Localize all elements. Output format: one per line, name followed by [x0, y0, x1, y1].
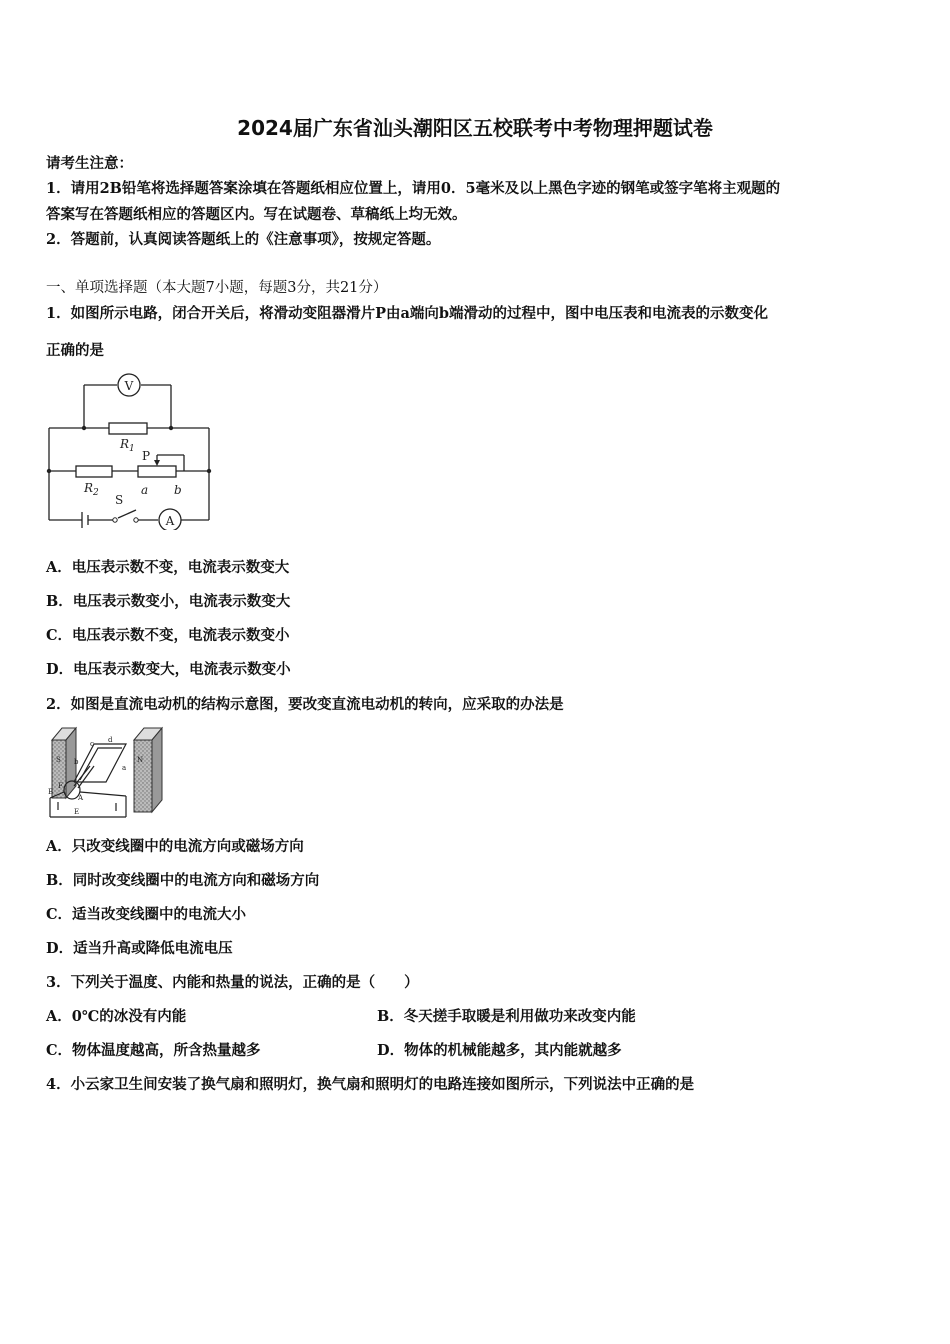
- ammeter-label: A: [165, 514, 175, 528]
- switch-label: S: [115, 493, 124, 507]
- q1-option-c: C．电压表示数不变，电流表示数变小: [46, 627, 290, 644]
- notice-item-2: 2．答题前，认真阅读答题纸上的《注意事项》，按规定答题。: [46, 231, 441, 248]
- q1-stem-cont: 正确的是: [46, 342, 104, 359]
- motor-n-label: N: [137, 756, 144, 764]
- svg-text:A: A: [78, 794, 84, 802]
- q3-option-a: A．0℃的冰没有内能: [46, 1008, 187, 1025]
- rheostat-end-b: b: [174, 483, 182, 497]
- q1-option-b: B．电压表示数变小，电流表示数变大: [46, 593, 291, 610]
- svg-text:R1: $R_1$: [120, 437, 135, 454]
- voltmeter-label: V: [124, 379, 134, 393]
- svg-text:R2: $R_2$: [84, 481, 99, 498]
- svg-text:b: b: [74, 758, 79, 766]
- svg-text:d: d: [108, 736, 113, 744]
- notice-item-1-cont: 答案写在答题纸相应的答题区内。写在试题卷、草稿纸上均无效。: [46, 206, 467, 223]
- section-heading: 一、单项选择题（本大题7小题，每题3分，共21分）: [46, 280, 388, 296]
- q2-motor-diagram: [46, 722, 168, 822]
- svg-text:a: a: [122, 764, 127, 772]
- q2-option-a: A．只改变线圈中的电流方向或磁场方向: [46, 838, 304, 855]
- q2-option-d: D．适当升高或降低电流电压: [46, 940, 233, 957]
- notice-item-1: 1．请用2B铅笔将选择题答案涂填在答题纸相应位置上，请用0．5毫米及以上黑色字迹的钢笔或签字笔将主观题的: [46, 180, 781, 197]
- svg-text:E: E: [74, 808, 80, 816]
- q1-option-d: D．电压表示数变大，电流表示数变小: [46, 661, 291, 678]
- notice-heading: 请考生注意：: [46, 155, 133, 172]
- slider-label: P: [142, 449, 151, 463]
- svg-text:c: c: [90, 740, 94, 748]
- q1-stem: 1．如图所示电路，闭合开关后，将滑动变阻器滑片P由a端向b端滑动的过程中，图中电压表和电流表的示数变化: [46, 305, 769, 322]
- motor-s-label: S: [56, 756, 61, 764]
- q2-option-b: B．同时改变线圈中的电流方向和磁场方向: [46, 872, 320, 889]
- q1-option-a: A．电压表示数不变，电流表示数变大: [46, 559, 290, 576]
- q1-circuit-diagram: [44, 368, 216, 530]
- exam-title: 2024届广东省汕头潮阳区五校联考中考物理押题试卷: [237, 116, 713, 140]
- q3-option-c: C．物体温度越高，所含热量越多: [46, 1042, 261, 1059]
- q2-stem: 2．如图是直流电动机的结构示意图，要改变直流电动机的转向，应采取的办法是: [46, 696, 564, 713]
- q4-stem: 4．小云家卫生间安装了换气扇和照明灯，换气扇和照明灯的电路连接如图所示，下列说法中正确的是: [46, 1076, 695, 1093]
- q3-option-b: B．冬天搓手取暖是利用做功来改变内能: [377, 1008, 636, 1025]
- q2-option-c: C．适当改变线圈中的电流大小: [46, 906, 247, 923]
- q3-option-d: D．物体的机械能越多，其内能就越多: [377, 1042, 622, 1059]
- svg-text:B: B: [48, 788, 54, 796]
- svg-text:F: F: [58, 782, 63, 790]
- rheostat-end-a: a: [141, 483, 149, 497]
- q3-stem: 3．下列关于温度、内能和热量的说法，正确的是（ ）: [46, 974, 419, 991]
